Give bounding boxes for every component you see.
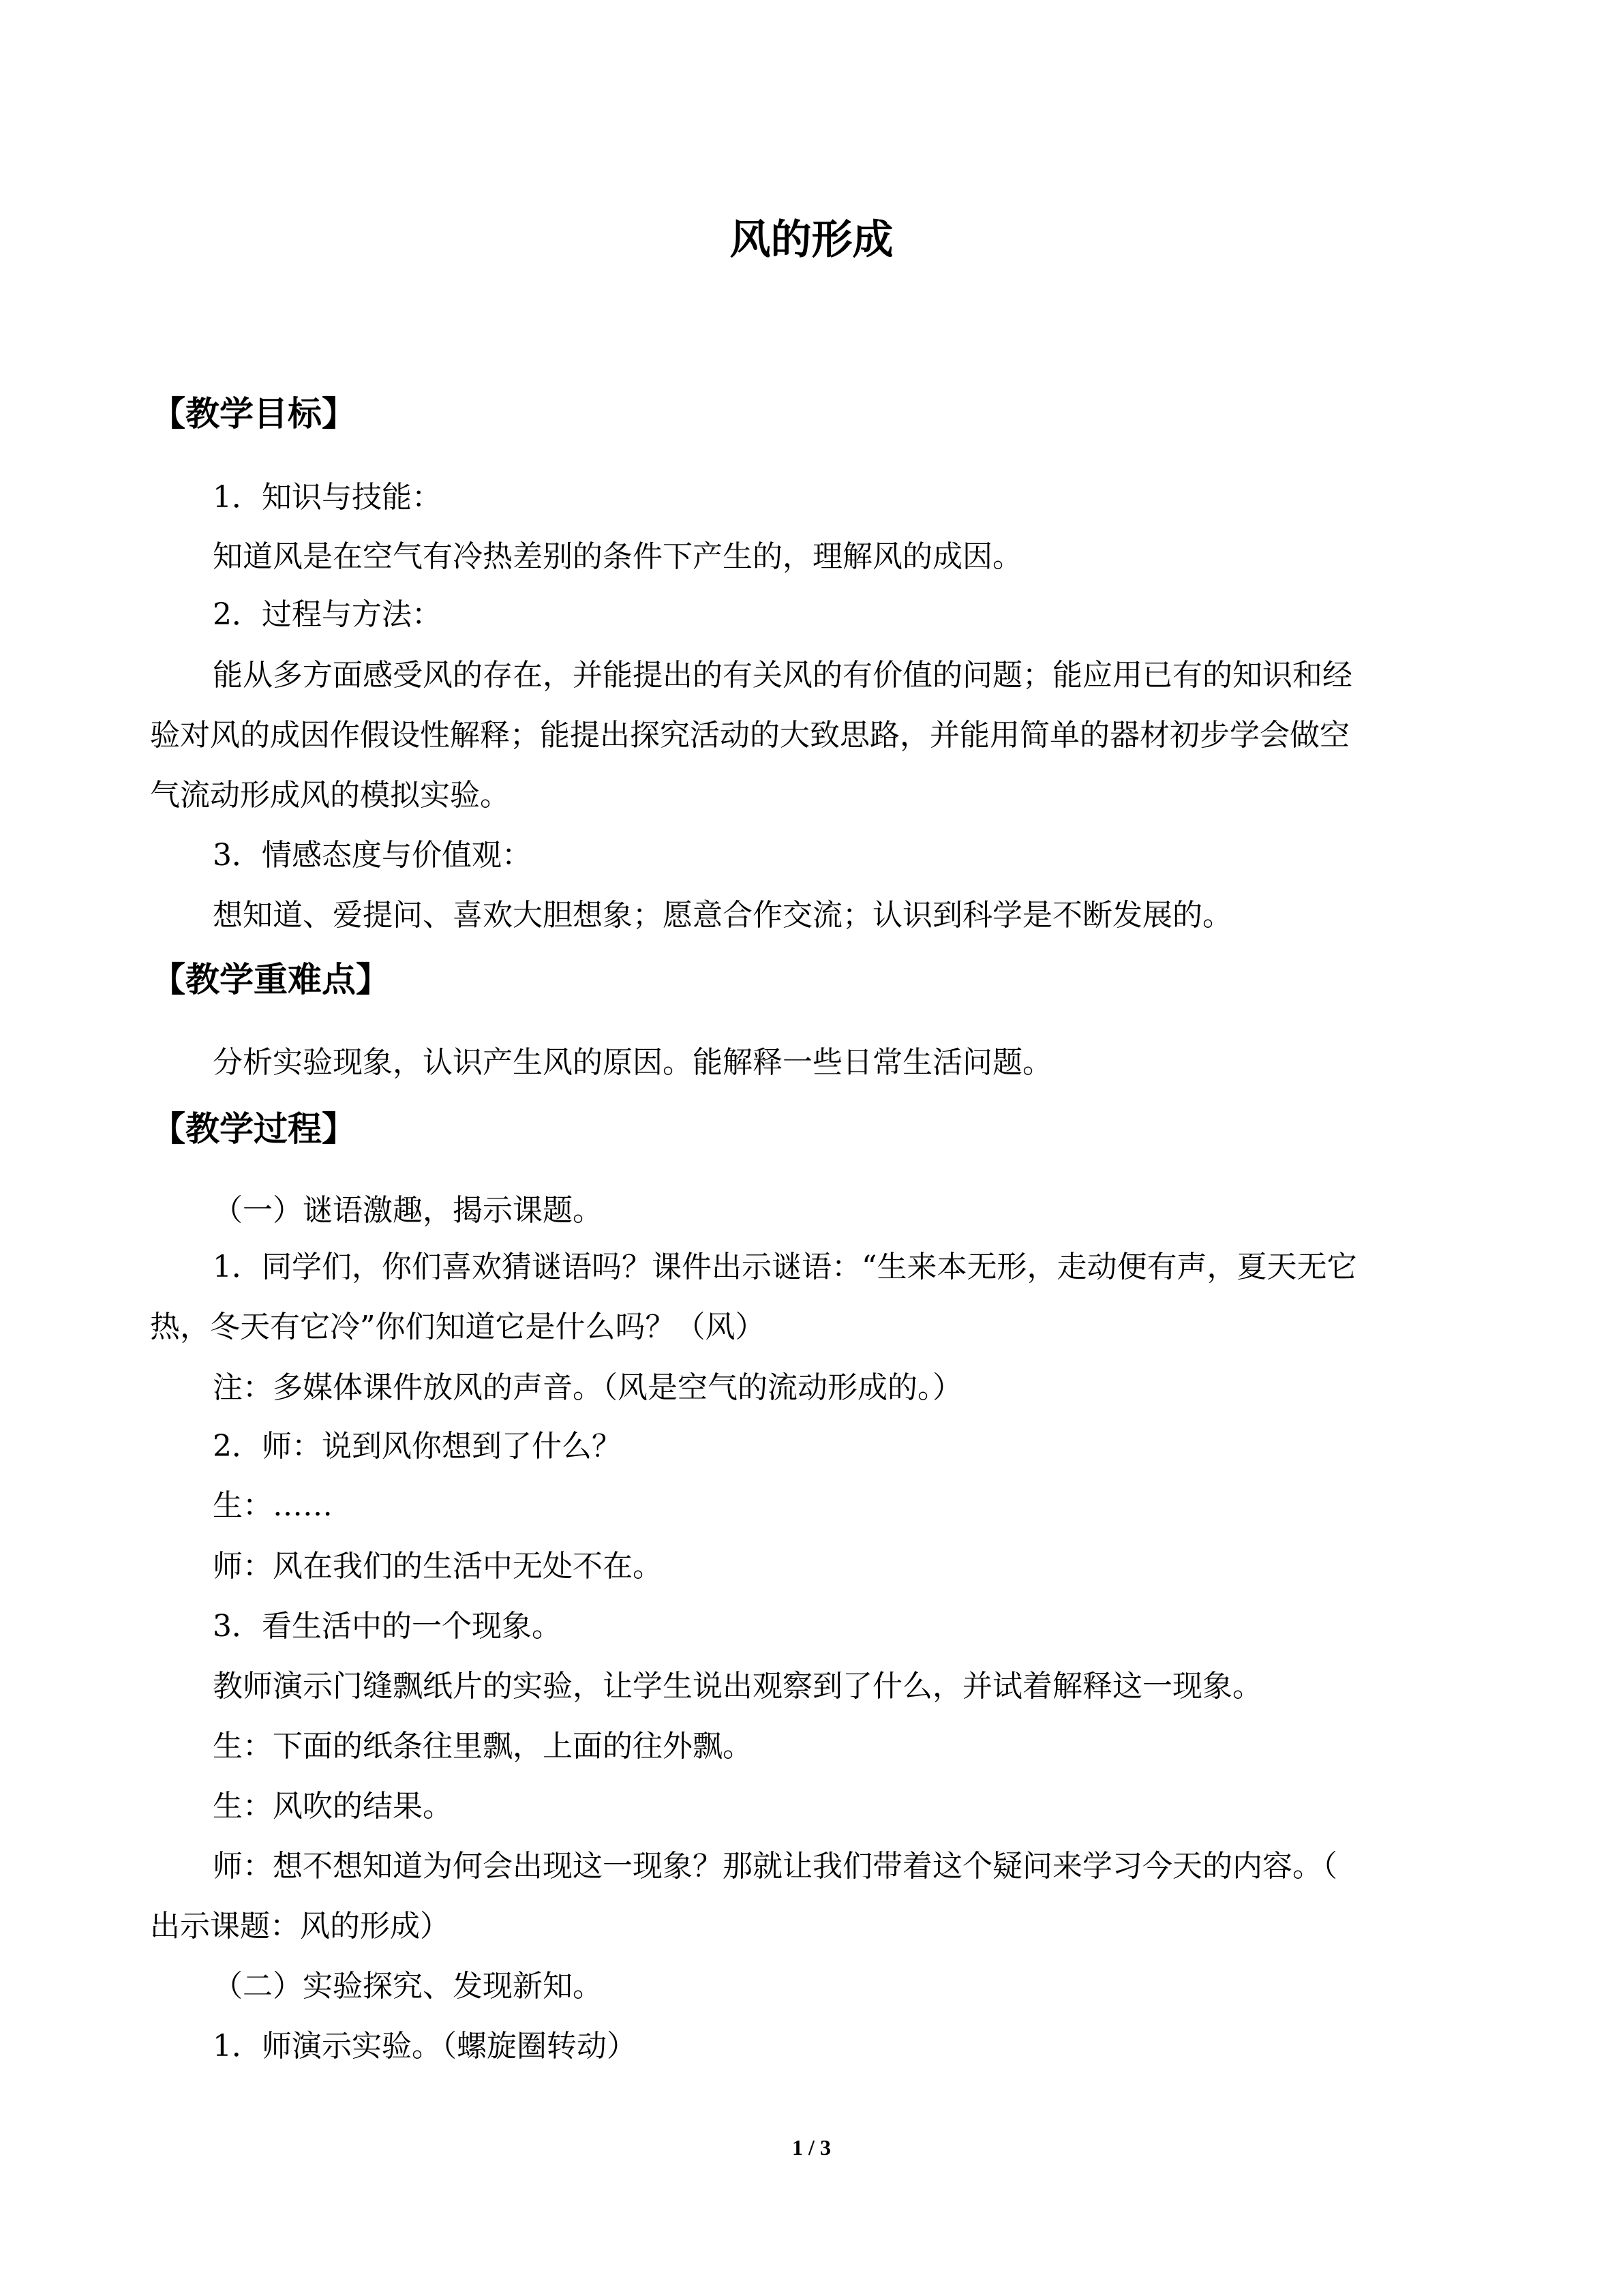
paragraph-line: 师：风在我们的生活中无处不在。	[213, 1549, 663, 1584]
paragraph-line: 1．师演示实验。（螺旋圈转动）	[213, 2029, 637, 2064]
paragraph-line: 能从多方面感受风的存在，并能提出的有关风的有价值的问题；能应用已有的知识和经	[213, 658, 1352, 693]
paragraph-line: 验对风的成因作假设性解释；能提出探究活动的大致思路，并能用简单的器材初步学会做空	[150, 718, 1350, 753]
paragraph-line: 3．情感态度与价值观：	[213, 838, 532, 873]
section-heading-objectives: 【教学目标】	[151, 394, 356, 434]
section-heading-key-points: 【教学重难点】	[151, 960, 390, 999]
paragraph-line: （二）实验探究、发现新知。	[213, 1969, 603, 2004]
paragraph-line: 2．过程与方法：	[213, 597, 442, 632]
paragraph-line: 知道风是在空气有冷热差别的条件下产生的，理解风的成因。	[213, 539, 1022, 574]
paragraph-line: （一）谜语激趣，揭示课题。	[213, 1193, 603, 1228]
paragraph-line: 2．师：说到风你想到了什么？	[213, 1429, 622, 1464]
paragraph-line: 1．知识与技能：	[213, 480, 442, 515]
paragraph-line: 热，冬天有它冷”你们知道它是什么吗？（风）	[150, 1310, 765, 1344]
paragraph-line: 师：想不想知道为何会出现这一现象？那就让我们带着这个疑问来学习今天的内容。（	[213, 1849, 1337, 1884]
paragraph-line: 想知道、爱提问、喜欢大胆想象；愿意合作交流；认识到科学是不断发展的。	[213, 898, 1232, 933]
paragraph-line: 生：风吹的结果。	[213, 1789, 453, 1824]
paragraph-line: 教师演示门缝飘纸片的实验，让学生说出观察到了什么，并试着解释这一现象。	[213, 1669, 1262, 1704]
paragraph-line: 3．看生活中的一个现象。	[213, 1609, 562, 1644]
page-number: 1 / 3	[792, 2135, 831, 2160]
paragraph-line: 1．同学们，你们喜欢猜谜语吗？课件出示谜语：“生来本无形，走动便有声，夏天无它	[213, 1250, 1357, 1284]
paragraph-line: 气流动形成风的模拟实验。	[150, 778, 510, 813]
paragraph-line: 注：多媒体课件放风的声音。（风是空气的流动形成的。）	[213, 1370, 962, 1405]
paragraph-line: 生：……	[213, 1488, 333, 1523]
paragraph-line: 生：下面的纸条往里飘，上面的往外飘。	[213, 1729, 753, 1764]
paragraph-line: 出示课题：风的形成）	[150, 1909, 450, 1944]
section-heading-process: 【教学过程】	[151, 1109, 356, 1149]
document-title: 风的形成	[729, 216, 894, 264]
paragraph-line: 分析实验现象，认识产生风的原因。能解释一些日常生活问题。	[213, 1045, 1052, 1080]
